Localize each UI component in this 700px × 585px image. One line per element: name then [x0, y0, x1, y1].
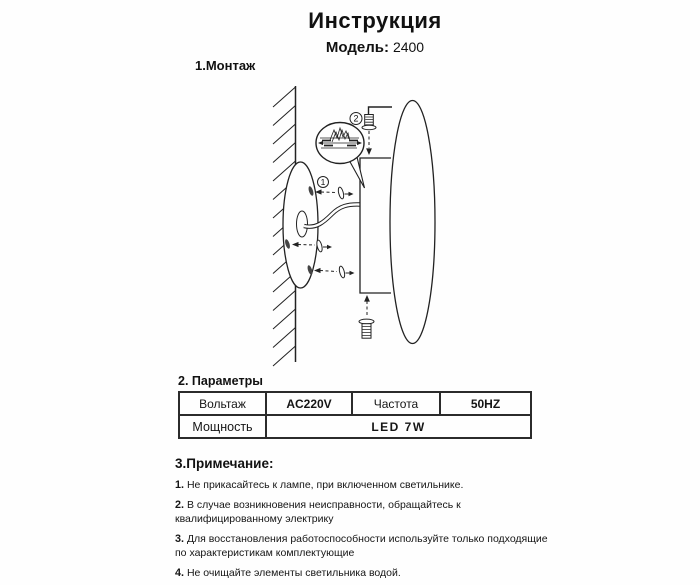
wall-screw-icon [315, 187, 354, 200]
power-value-cell: LED 7W [266, 415, 531, 438]
bottom-screw-icon [359, 295, 374, 338]
note-item [175, 532, 553, 561]
note-number: 1. [175, 479, 185, 491]
voltage-value-cell: AC220V [266, 392, 352, 415]
note-item [175, 478, 553, 493]
model-value: 2400 [392, 39, 425, 55]
parameters-table [178, 391, 532, 439]
model-line [50, 39, 700, 56]
section-heading-parameters: 2. Параметры [178, 374, 263, 388]
note-text: Не очищайте элементы светильника водой. [186, 566, 401, 579]
mounting-diagram [263, 85, 453, 380]
note-text: Для восстановления работоспособности используйте только подходящие по характеристикам комплектующие [175, 532, 548, 560]
table-row [179, 392, 531, 415]
wall-screw-icon [314, 266, 355, 279]
power-label-cell: Мощность [179, 415, 266, 438]
top-screw-icon [362, 107, 392, 155]
note-number: 4. [175, 566, 185, 579]
note-item [175, 498, 553, 527]
note-number: 2. [175, 498, 185, 511]
note-text: В случае возникновения неисправности, обращайтесь к квалифицированному электрику [175, 498, 461, 526]
svg-text:1: 1 [320, 177, 326, 187]
svg-text:2: 2 [353, 113, 359, 124]
note-item [175, 566, 553, 581]
frequency-label-cell: Частота [352, 392, 440, 415]
lamp-mounting-box [360, 158, 391, 293]
frequency-value-cell: 50HZ [440, 392, 531, 415]
voltage-label-cell: Вольтаж [179, 392, 266, 415]
page-title: Инструкция [308, 8, 442, 33]
step-2-marker [350, 113, 362, 125]
note-text: Не прикасайтесь к лампе, при включенном светильнике. [186, 479, 464, 491]
note-number: 3. [175, 532, 185, 545]
model-label: Модель: [325, 39, 389, 56]
table-row [179, 415, 531, 438]
step-1-marker [318, 177, 329, 188]
notes-list [175, 478, 553, 585]
section-heading-mounting: 1.Монтаж [195, 58, 256, 73]
lamp-body [390, 101, 435, 344]
section-heading-notes: 3.Примечание: [175, 456, 274, 471]
